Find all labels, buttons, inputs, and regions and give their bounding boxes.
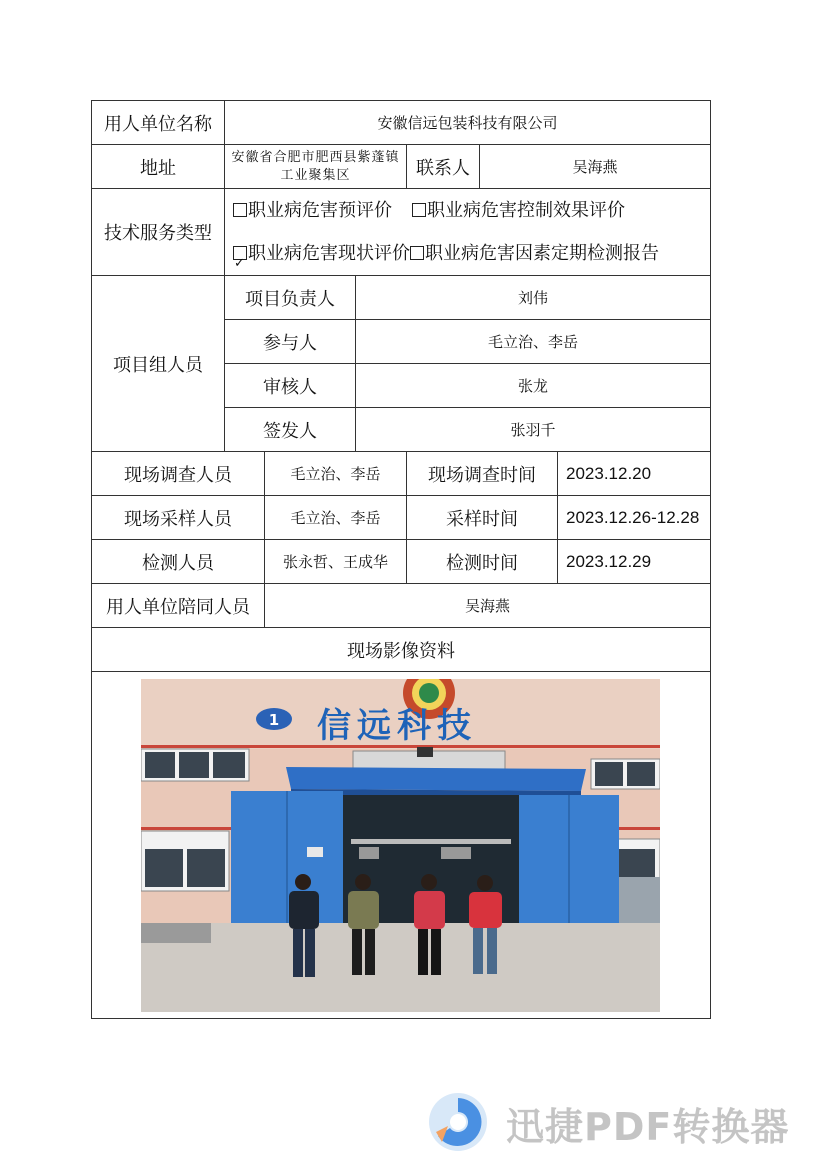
survey-time-label: 现场调查时间 bbox=[407, 452, 558, 496]
building-number: 1 bbox=[268, 711, 280, 729]
team-role: 项目负责人 bbox=[225, 276, 356, 320]
employer-value: 安徽信远包装科技有限公司 bbox=[225, 101, 711, 145]
team-member: 张龙 bbox=[356, 364, 711, 408]
employer-label: 用人单位名称 bbox=[92, 101, 225, 145]
option-pre-evaluation: 职业病危害预评价 bbox=[248, 200, 392, 221]
option-periodic-testing: 职业病危害因素定期检测报告 bbox=[425, 243, 659, 264]
checkbox-pre-evaluation[interactable] bbox=[233, 203, 247, 217]
checkbox-status-evaluation[interactable] bbox=[233, 246, 247, 260]
watermark-text: 迅捷PDF转换器 bbox=[506, 1105, 790, 1149]
testing-time-label: 检测时间 bbox=[407, 540, 558, 584]
testing-staff-value: 张永哲、王成华 bbox=[265, 540, 407, 584]
service-type-options bbox=[225, 189, 711, 276]
testing-staff-label: 检测人员 bbox=[92, 540, 265, 584]
team-label: 项目组人员 bbox=[92, 276, 225, 452]
pdf-converter-logo-icon bbox=[428, 1092, 494, 1152]
checkbox-control-effect[interactable] bbox=[412, 203, 426, 217]
sign-text: 信远科技 bbox=[317, 706, 477, 746]
survey-time-value: 2023.12.20 bbox=[558, 452, 711, 496]
option-control-effect: 职业病危害控制效果评价 bbox=[427, 200, 625, 221]
watermark bbox=[428, 1092, 808, 1152]
sampling-staff-value: 毛立治、李岳 bbox=[265, 496, 407, 540]
contact-value: 吴海燕 bbox=[480, 145, 711, 189]
survey-staff-label: 现场调查人员 bbox=[92, 452, 265, 496]
sampling-time-value: 2023.12.26-12.28 bbox=[558, 496, 711, 540]
team-member: 张羽千 bbox=[356, 408, 711, 452]
team-role: 审核人 bbox=[225, 364, 356, 408]
service-type-label: 技术服务类型 bbox=[92, 189, 225, 276]
option-status-evaluation: 职业病危害现状评价 bbox=[248, 243, 410, 264]
photo-section-label: 现场影像资料 bbox=[92, 628, 711, 672]
sampling-staff-label: 现场采样人员 bbox=[92, 496, 265, 540]
contact-label: 联系人 bbox=[407, 145, 480, 189]
address-label: 地址 bbox=[92, 145, 225, 189]
escort-value: 吴海燕 bbox=[265, 584, 711, 628]
survey-staff-value: 毛立治、李岳 bbox=[265, 452, 407, 496]
address-value: 安徽省合肥市肥西县紫蓬镇工业聚集区 bbox=[225, 145, 407, 189]
sampling-time-label: 采样时间 bbox=[407, 496, 558, 540]
team-role: 签发人 bbox=[225, 408, 356, 452]
testing-time-value: 2023.12.29 bbox=[558, 540, 711, 584]
site-photo bbox=[141, 679, 660, 1012]
team-member: 刘伟 bbox=[356, 276, 711, 320]
team-member: 毛立治、李岳 bbox=[356, 320, 711, 364]
escort-label: 用人单位陪同人员 bbox=[92, 584, 265, 628]
checkbox-periodic-testing[interactable] bbox=[410, 246, 424, 260]
team-role: 参与人 bbox=[225, 320, 356, 364]
